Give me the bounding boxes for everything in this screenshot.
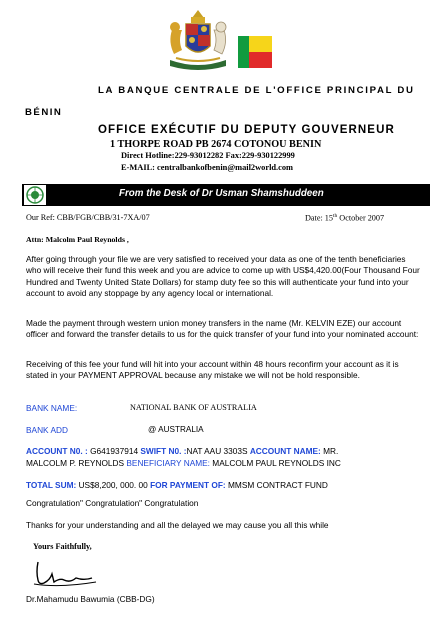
emblem-icon [24, 185, 46, 205]
banner-title: From the Desk of Dr Usman Shamshuddeen [119, 188, 324, 199]
total-line [26, 480, 328, 490]
signature-icon [30, 558, 100, 588]
paragraph-2: Made the payment through western union money transfers in the name (Mr. KELVIN EZE) our account officer and forward the transfer details to us for the quick transfer of your fund into your nominated account: [26, 318, 419, 340]
desk-banner [22, 184, 430, 206]
bank-name-line2: BÉNIN [25, 107, 63, 118]
account-line-2 [26, 458, 341, 468]
total-sum-value: US$8,200, 000. 00 [78, 480, 148, 490]
bank-name-line1: LA BANQUE CENTRALE DE L'OFFICE PRINCIPAL DU [98, 85, 415, 96]
account-no-value: G641937914 [90, 446, 139, 456]
bank-name-value: NATIONAL BANK OF AUSTRALIA [130, 403, 257, 412]
account-name-label: ACCOUNT NAME: [249, 446, 321, 456]
reference-number: Our Ref: CBB/FGB/CBB/31-7XA/07 [26, 213, 150, 222]
account-line-1 [26, 446, 338, 456]
benin-flag [238, 36, 272, 68]
bank-add-label: BANK ADD [26, 425, 68, 435]
attention-line: Attn: Malcolm Paul Reynolds , [26, 235, 129, 244]
account-name-continued: MALCOLM P. REYNOLDS [26, 458, 127, 468]
flag-yellow-stripe [249, 36, 272, 52]
swift-label: SWIFT N0. : [140, 446, 187, 456]
bank-name-label: BANK NAME: [26, 403, 78, 413]
payment-of-label: FOR PAYMENT OF: [150, 480, 226, 490]
paragraph-1: After going through your file we are very satisfied to received your data as one of the tenth beneficiaries who will receive their fund this week and you are advice to come up with US$4,420.00(Four Thousand Four Hundred and Twenty United State Dollars) for stamp duty fee so this will authenticate your fund into your account to avoid any stoppage by any agency local or international. [26, 254, 420, 299]
address: 1 THORPE ROAD PB 2674 COTONOU BENIN [110, 139, 322, 150]
thanks-line: Thanks for your understanding and all the delayed we may cause you all this while [26, 520, 329, 530]
date-superscript: th [332, 213, 338, 219]
total-sum-label: TOTAL SUM: [26, 480, 77, 490]
office-title: OFFICE EXÉCUTIF DU DEPUTY GOUVERNEUR [98, 124, 395, 136]
bank-add-value: @ AUSTRALIA [148, 425, 204, 434]
payment-of-value: MMSM CONTRACT FUND [228, 480, 328, 490]
hotline: Direct Hotline:229-93012282 Fax:229-930122999 [121, 151, 295, 160]
email: E-MAIL: centralbankofbenin@mail2world.com [121, 163, 294, 172]
signer-name: Dr.Mahamudu Bawumia (CBB-DG) [26, 594, 155, 604]
beneficiary-label: BENEFICIARY NAME: [126, 458, 210, 468]
flag-green-stripe [238, 36, 249, 68]
congratulations-line: Congratulation" Congratulation" Congratulation [26, 498, 199, 508]
coat-of-arms-icon [162, 8, 234, 74]
beneficiary-value: MALCOLM PAUL REYNOLDS INC [209, 458, 341, 468]
account-name-value: MR. [323, 446, 339, 456]
letter-date [305, 213, 384, 223]
paragraph-3: Receiving of this fee your fund will hit into your account within 48 hours reconfirm your account as it is stated in your PAYMENT APPROVAL because any mistake we will not be hold responsible. [26, 359, 399, 381]
swift-value: NAT AAU 3303S [186, 446, 248, 456]
date-prefix: Date: 15 [305, 213, 333, 223]
date-suffix: October 2007 [337, 213, 385, 223]
account-no-label: ACCOUNT N0. : [26, 446, 88, 456]
flag-red-stripe [249, 52, 272, 68]
closing: Yours Faithfully, [33, 542, 92, 551]
